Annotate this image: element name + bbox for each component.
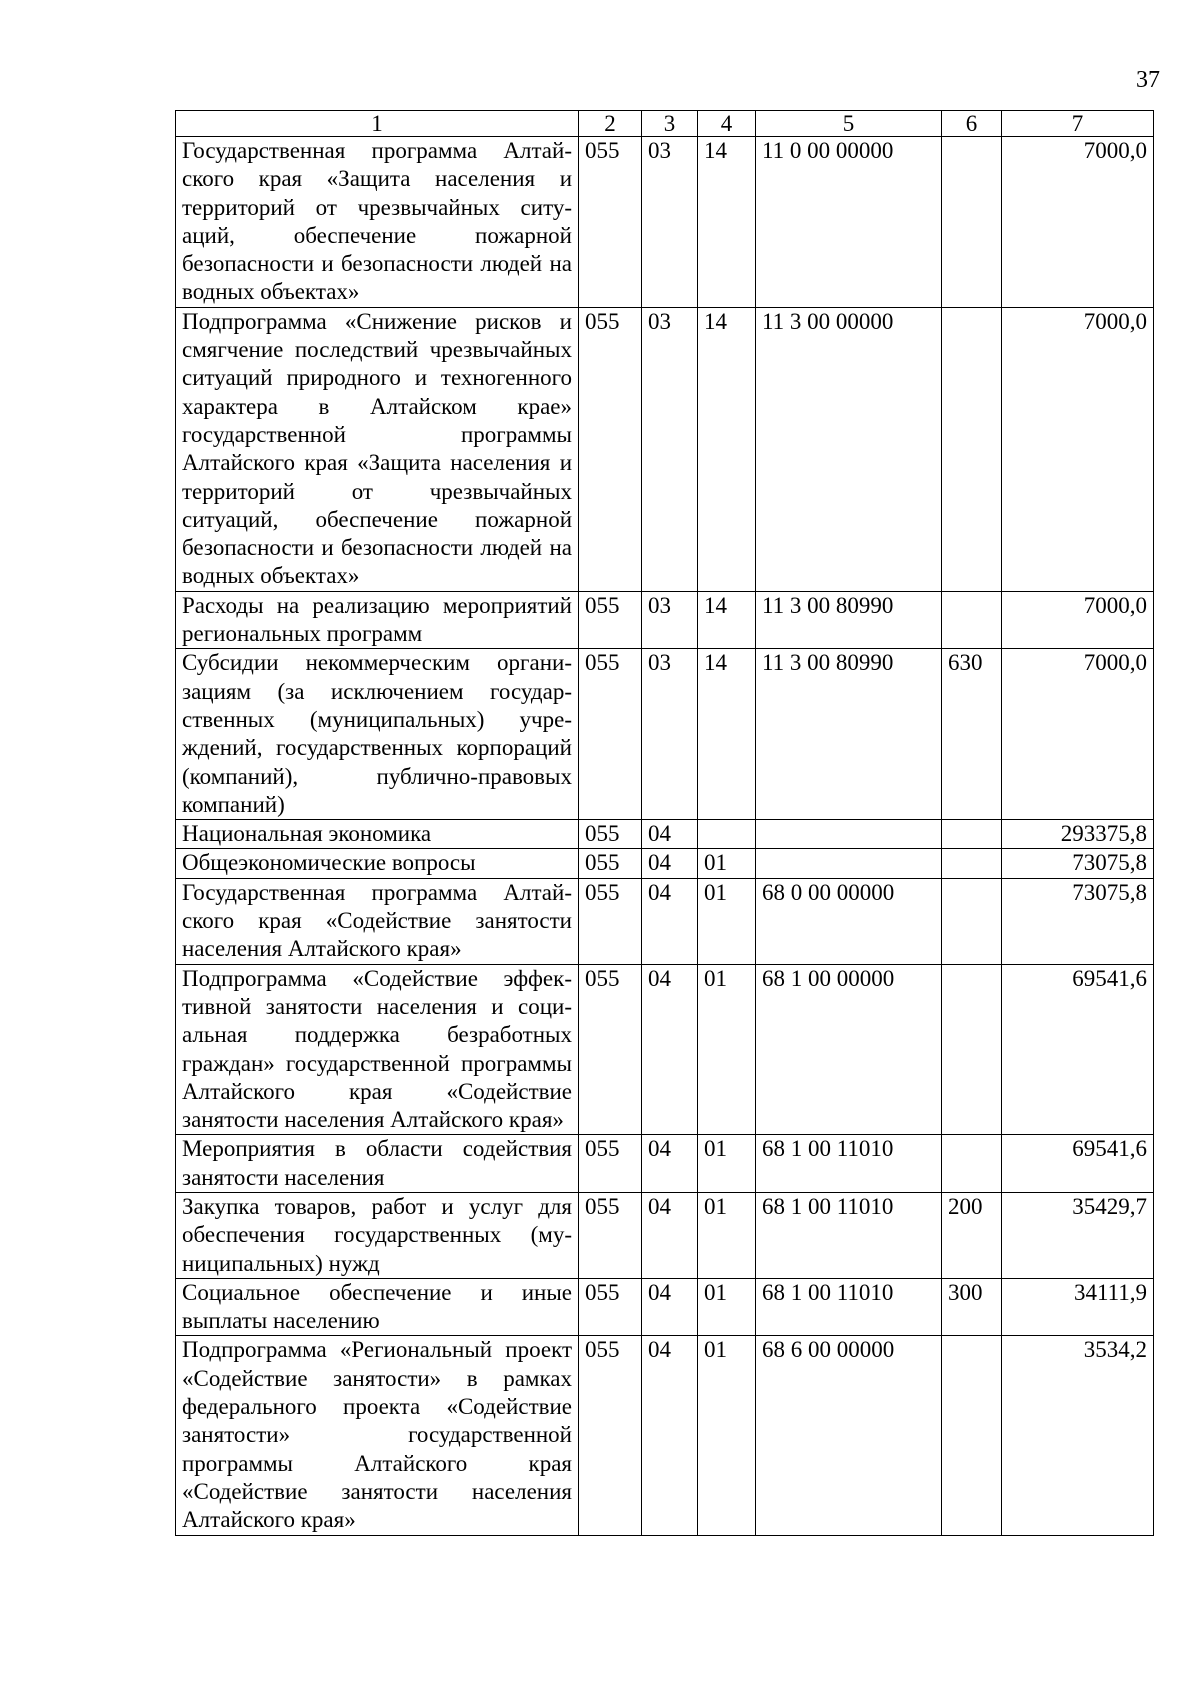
table-body (176, 137, 1154, 1536)
row-name: Подпрограмма «Содействие эффективной занятости населения и социальная поддержка безработных граждан» государственной программы Алтайского края «Содействие занятости населения Алтайского края» (176, 964, 579, 1135)
row-ved-code: 055 (579, 1278, 642, 1336)
header-col-3: 3 (642, 111, 698, 137)
table-row (176, 137, 1154, 308)
row-target-article: 68 1 00 11010 (756, 1135, 942, 1193)
row-section-code: 04 (642, 1336, 698, 1535)
header-row (176, 111, 1154, 137)
row-name: Мероприятия в области содействия занятости населения (176, 1135, 579, 1193)
row-name: Государственная программа Алтайского края «Содействие занятости населения Алтайского края» (176, 878, 579, 964)
row-section-code: 03 (642, 649, 698, 820)
row-section-code: 04 (642, 964, 698, 1135)
table-row (176, 591, 1154, 649)
row-amount: 69541,6 (1002, 964, 1154, 1135)
row-amount: 34111,9 (1002, 1278, 1154, 1336)
row-ved-code: 055 (579, 307, 642, 591)
row-target-article: 68 1 00 00000 (756, 964, 942, 1135)
row-target-article: 11 3 00 00000 (756, 307, 942, 591)
row-amount: 7000,0 (1002, 591, 1154, 649)
row-section-code: 03 (642, 307, 698, 591)
table-row (176, 1336, 1154, 1535)
row-subsection-code (698, 820, 756, 849)
budget-table (175, 110, 1154, 1536)
row-target-article: 68 0 00 00000 (756, 878, 942, 964)
row-ved-code: 055 (579, 878, 642, 964)
table-row (176, 1278, 1154, 1336)
row-section-code: 03 (642, 137, 698, 308)
row-expense-type (942, 849, 1002, 878)
row-subsection-code: 01 (698, 878, 756, 964)
row-ved-code: 055 (579, 591, 642, 649)
row-name: Государственная программа Алтайского края «Защита населения и территорий от чрезвычайных ситуаций, обеспечение пожарной безопасности и безопасности людей на водных объектах» (176, 137, 579, 308)
table-row (176, 849, 1154, 878)
row-amount: 69541,6 (1002, 1135, 1154, 1193)
row-amount: 293375,8 (1002, 820, 1154, 849)
row-subsection-code: 01 (698, 1278, 756, 1336)
row-target-article: 68 1 00 11010 (756, 1192, 942, 1278)
header-col-5: 5 (756, 111, 942, 137)
row-ved-code: 055 (579, 137, 642, 308)
row-ved-code: 055 (579, 820, 642, 849)
row-name: Субсидии некоммерческим организациям (за исключением государственных (муниципальных) учреждений, государственных корпораций (компаний), публично-правовых компаний) (176, 649, 579, 820)
row-ved-code: 055 (579, 649, 642, 820)
row-expense-type: 200 (942, 1192, 1002, 1278)
row-name: Закупка товаров, работ и услуг для обеспечения государственных (муниципальных) нужд (176, 1192, 579, 1278)
table-row (176, 964, 1154, 1135)
row-ved-code: 055 (579, 964, 642, 1135)
table-header (176, 111, 1154, 137)
row-target-article: 11 3 00 80990 (756, 649, 942, 820)
row-subsection-code: 14 (698, 307, 756, 591)
row-amount: 7000,0 (1002, 307, 1154, 591)
row-section-code: 04 (642, 1278, 698, 1336)
row-target-article: 11 3 00 80990 (756, 591, 942, 649)
row-target-article (756, 820, 942, 849)
row-name: Подпрограмма «Снижение рисков и смягчение последствий чрезвычайных ситуаций природного и техногенного характера в Алтайском крае» государственной программы Алтайского края «Защита населения и территорий от чрезвычайных ситуаций, обеспечение пожарной безопасности и безопасности людей на водных объектах» (176, 307, 579, 591)
row-ved-code: 055 (579, 1192, 642, 1278)
row-expense-type: 300 (942, 1278, 1002, 1336)
row-expense-type (942, 307, 1002, 591)
row-section-code: 03 (642, 591, 698, 649)
row-target-article: 11 0 00 00000 (756, 137, 942, 308)
row-amount: 7000,0 (1002, 649, 1154, 820)
row-subsection-code: 01 (698, 849, 756, 878)
table-row (176, 307, 1154, 591)
row-amount: 7000,0 (1002, 137, 1154, 308)
row-expense-type (942, 137, 1002, 308)
row-amount: 35429,7 (1002, 1192, 1154, 1278)
table-row (176, 1192, 1154, 1278)
page-number: 37 (1136, 67, 1160, 93)
row-section-code: 04 (642, 849, 698, 878)
row-subsection-code: 01 (698, 1192, 756, 1278)
row-name: Подпрограмма «Региональный проект «Содействие занятости» в рамках федерального проекта «Содействие занятости» государственной программы Алтайского края «Содействие занятости населения Алтайского края» (176, 1336, 579, 1535)
row-section-code: 04 (642, 820, 698, 849)
row-expense-type: 630 (942, 649, 1002, 820)
row-amount: 3534,2 (1002, 1336, 1154, 1535)
row-ved-code: 055 (579, 849, 642, 878)
table-row (176, 820, 1154, 849)
row-expense-type (942, 1135, 1002, 1193)
row-name: Общеэкономические вопросы (176, 849, 579, 878)
row-ved-code: 055 (579, 1135, 642, 1193)
row-ved-code: 055 (579, 1336, 642, 1535)
header-col-7: 7 (1002, 111, 1154, 137)
row-name: Социальное обеспечение и иные выплаты населению (176, 1278, 579, 1336)
row-target-article: 68 1 00 11010 (756, 1278, 942, 1336)
row-section-code: 04 (642, 1135, 698, 1193)
table-row (176, 878, 1154, 964)
row-expense-type (942, 878, 1002, 964)
row-amount: 73075,8 (1002, 878, 1154, 964)
table-row (176, 649, 1154, 820)
row-amount: 73075,8 (1002, 849, 1154, 878)
row-section-code: 04 (642, 878, 698, 964)
header-col-6: 6 (942, 111, 1002, 137)
header-col-1: 1 (176, 111, 579, 137)
row-subsection-code: 14 (698, 137, 756, 308)
header-col-2: 2 (579, 111, 642, 137)
row-expense-type (942, 1336, 1002, 1535)
table-row (176, 1135, 1154, 1193)
row-expense-type (942, 820, 1002, 849)
row-expense-type (942, 591, 1002, 649)
row-name: Национальная экономика (176, 820, 579, 849)
row-subsection-code: 14 (698, 591, 756, 649)
row-target-article (756, 849, 942, 878)
row-section-code: 04 (642, 1192, 698, 1278)
header-col-4: 4 (698, 111, 756, 137)
row-subsection-code: 14 (698, 649, 756, 820)
row-subsection-code: 01 (698, 1336, 756, 1535)
row-expense-type (942, 964, 1002, 1135)
row-subsection-code: 01 (698, 1135, 756, 1193)
row-name: Расходы на реализацию мероприятий региональных программ (176, 591, 579, 649)
row-target-article: 68 6 00 00000 (756, 1336, 942, 1535)
row-subsection-code: 01 (698, 964, 756, 1135)
